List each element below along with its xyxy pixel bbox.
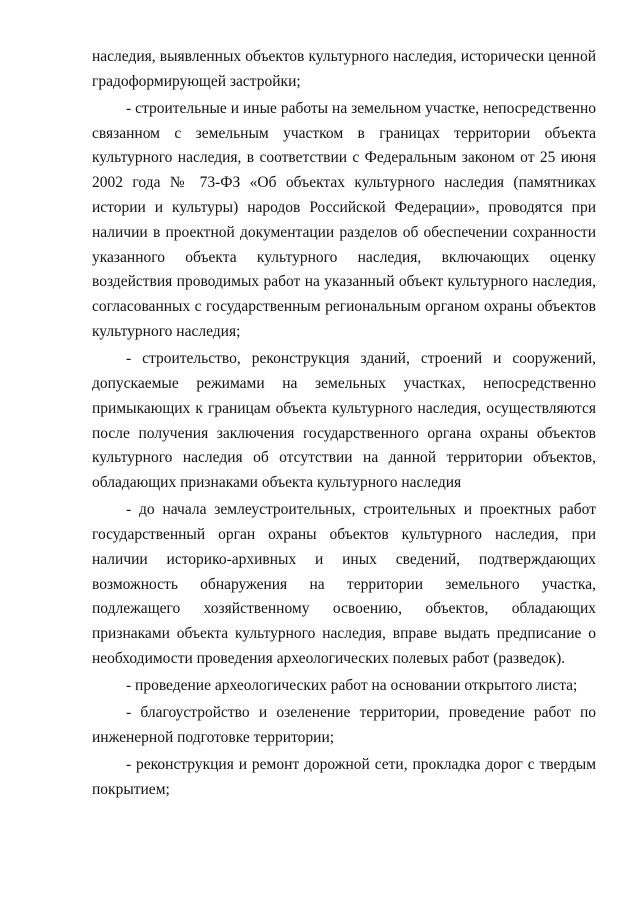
paragraph-road-network: - реконструкция и ремонт дорожной сети, прокладка дорог с твердым покрытием; — [92, 756, 596, 798]
paragraph-archaeological-works: - проведение археологических работ на основании открытого листа; — [126, 677, 578, 695]
paragraph-heritage-continuation: наследия, выявленных объектов культурного наследия, исторически ценной градоформирующей застройки; — [92, 48, 596, 90]
paragraph-archaeological-survey: - до начала землеустроительных, строительных и проектных работ государственный орган охраны объектов культурного наследия, при наличии историко-архивных и иных сведений, подтверждающих возможность обнаружения на территории земельного участка, подлежащего хозяйственному освоению, объектов, обладающих признаками объекта культурного наследия, вправе выдать предписание о необходимости проведения археологических полевых работ (разведок). — [92, 501, 596, 668]
document-page — [92, 45, 596, 805]
paragraph-construction-works: - строительные и иные работы на земельном участке, непосредственно связанном с земельным участком в границах территории объекта культурного наследия, в соответствии с Федеральным законом от 25 июня 2002 года № 73-ФЗ «Об объектах культурного наследия (памятниках истории и культуры) народов Российской Федерации», проводятся при наличии в проектной документации разделов об обеспечении сохранности указанного объекта культурного наследия, включающих оценку воздействия проводимых работ на указанный объект культурного наследия, согласованных с государственным региональным органом охраны объектов культурного наследия; — [92, 99, 596, 341]
paragraph-building-reconstruction: - строительство, реконструкция зданий, строений и сооружений, допускаемые режимами на земельных участках, непосредственно примыкающих к границам объекта культурного наследия, осуществляются после получения заключения государственного органа охраны объектов культурного наследия об отсутствии на данной территории объектов, обладающих признаками объекта культурного наследия — [92, 350, 596, 492]
paragraph-landscaping: - благоустройство и озеленение территории, проведение работ по инженерной подготовке территории; — [92, 704, 596, 746]
